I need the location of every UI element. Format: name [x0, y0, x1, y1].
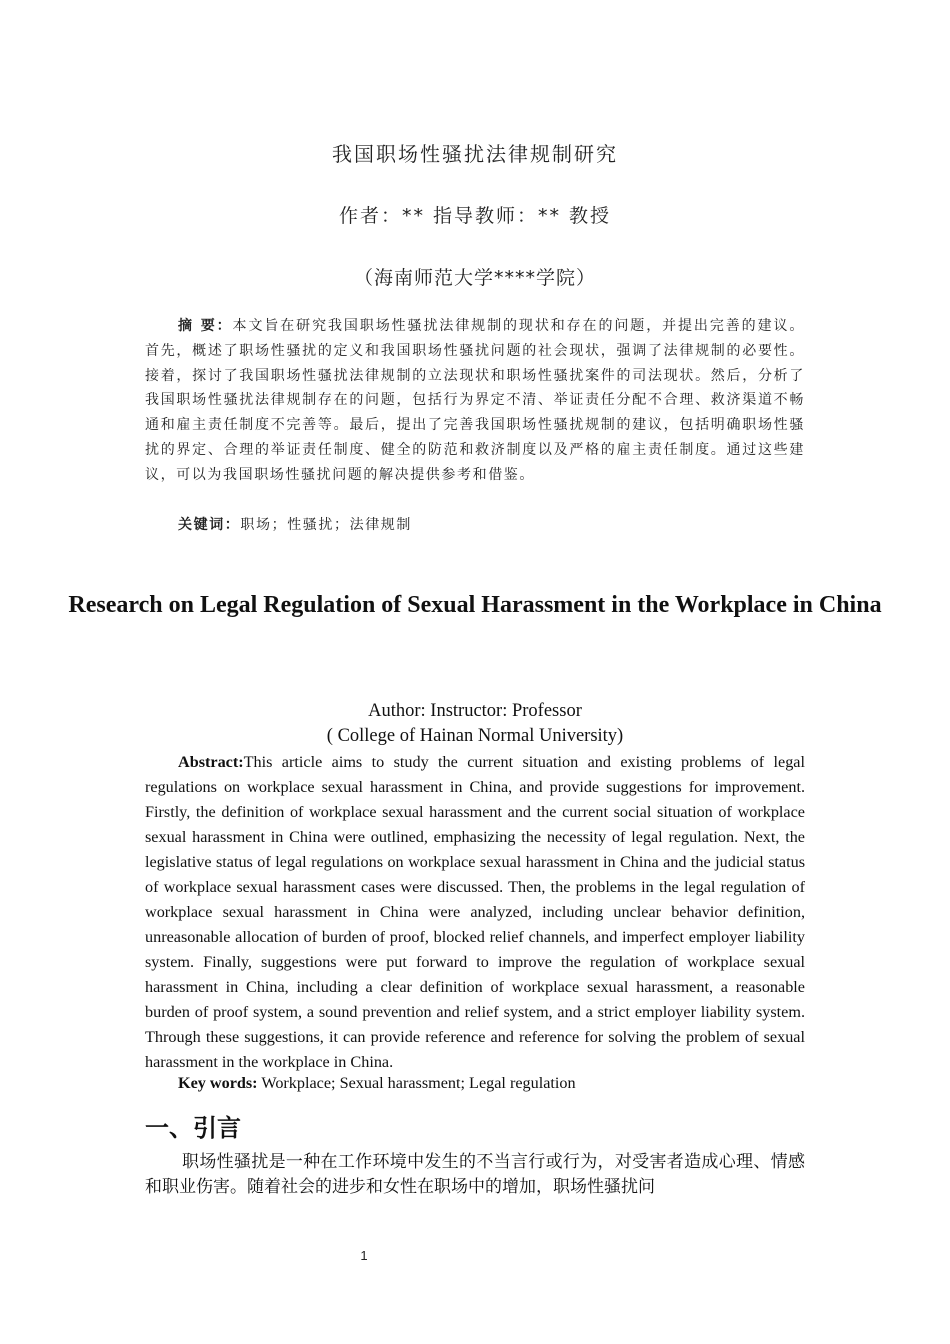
english-abstract [145, 750, 805, 1075]
chinese-keywords [178, 514, 412, 534]
english-keywords [178, 1074, 576, 1093]
chinese-abstract-label: 摘 要： [178, 318, 233, 334]
section-heading-introduction: 一、引言 [145, 1114, 241, 1142]
english-keywords-text: Workplace; Sexual harassment; Legal regulation [257, 1074, 576, 1092]
english-abstract-label: Abstract: [178, 753, 244, 771]
chinese-title: 我国职场性骚扰法律规制研究 [332, 142, 618, 166]
english-title: Research on Legal Regulation of Sexual Harassment in the Workplace in China [68, 592, 882, 618]
english-author-line: Author: Instructor: Professor [368, 701, 582, 721]
page-number: 1 [360, 1248, 368, 1263]
chinese-author-line: 作者：** 指导教师：** 教授 [338, 205, 612, 227]
chinese-abstract-text: 本文旨在研究我国职场性骚扰法律规制的现状和存在的问题，并提出完善的建议。首先，概述了职场性骚扰的定义和我国职场性骚扰问题的社会现状，强调了法律规制的必要性。接着，探讨了我国职场性骚扰法律规制的立法现状和职场性骚扰案件的司法现状。然后，分析了我国职场性骚扰法律规制存在的问题，包括行为界定不清、举证责任分配不合理、救济渠道不畅通和雇主责任制度不完善等。最后，提出了完善我国职场性骚扰规制的建议，包括明确职场性骚扰的界定、合理的举证责任制度、健全的防范和救济制度以及严格的雇主责任制度。通过这些建议，可以为我国职场性骚扰问题的解决提供参考和借鉴。 [145, 318, 805, 483]
chinese-keywords-label: 关键词： [178, 517, 241, 533]
english-school-line: ( College of Hainan Normal University) [326, 726, 624, 746]
introduction-paragraph: 职场性骚扰是一种在工作环境中发生的不当言行或行为，对受害者造成心理、情感和职业伤害。随着社会的进步和女性在职场中的增加，职场性骚扰问 [145, 1152, 805, 1197]
chinese-school-line: （海南师范大学****学院） [353, 267, 596, 289]
english-keywords-label: Key words: [178, 1074, 258, 1092]
chinese-abstract [145, 314, 805, 488]
english-abstract-text: This article aims to study the current situation and existing problems of legal regulations on workplace sexual harassment in China, and provide suggestions for improvement. Firstly, the definition of workplace sexual harassment and the current social situation of workplace sexual harassment in China were outlined, emphasizing the necessity of legal regulation. Next, the legislative status of legal regulations on workplace sexual harassment in China and the judicial status of workplace sexual harassment cases were discussed. Then, the problems in the legal regulation of workplace sexual harassment in China were analyzed, including unclear behavior definition, unreasonable allocation of burden of proof, blocked relief channels, and imperfect employer liability system. Finally, suggestions were put forward to improve the regulation of workplace sexual harassment in China, including a clear definition of workplace sexual harassment, a reasonable burden of proof system, a sound prevention and relief system, and a strict employer liability system. Through these suggestions, it can provide reference and reference for solving the problem of sexual harassment in the workplace in China. [145, 753, 805, 1071]
chinese-keywords-text: 职场；性骚扰；法律规制 [240, 517, 413, 533]
